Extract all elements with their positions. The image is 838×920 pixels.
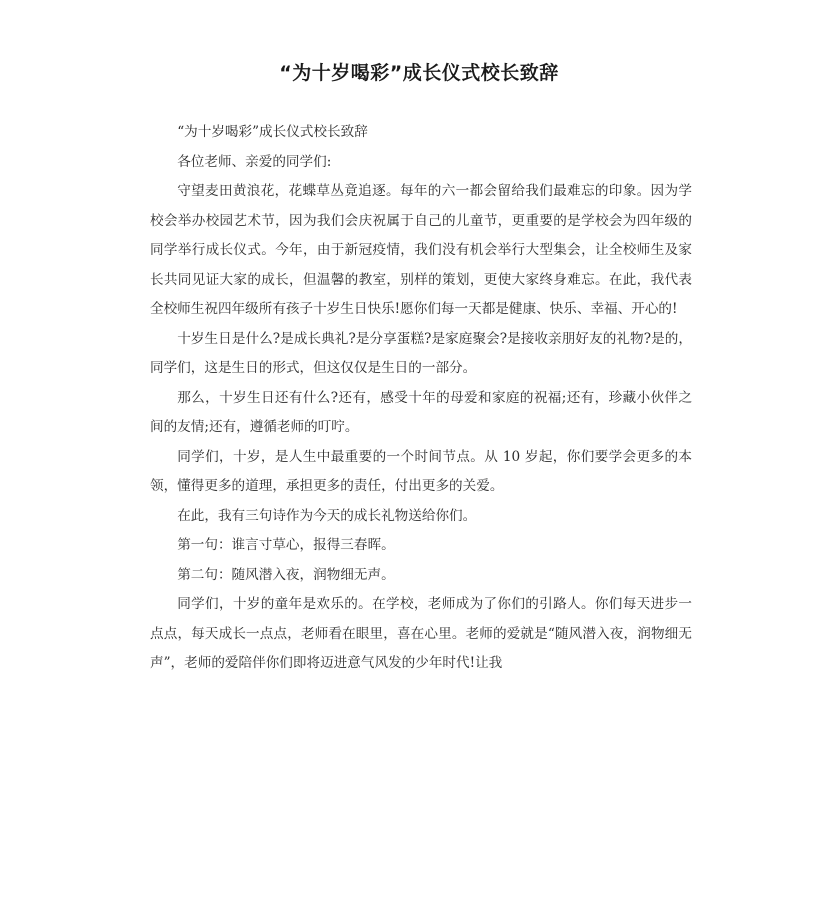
paragraph: 十岁生日是什么?是成长典礼?是分享蛋糕?是家庭聚会?是接收亲朋好友的礼物?是的，同学们，这是生日的形式，但这仅仅是生日的一部分。 (150, 330, 692, 376)
document-body (150, 118, 692, 679)
paragraph: 守望麦田黄浪花，花蝶草丛竟追逐。每年的六一都会留给我们最难忘的印象。因为学校会举办校园艺术节，因为我们会庆祝属于自己的儿童节，更重要的是学校会为四年级的同学举行成长仪式。今年，由于新冠疫情，我们没有机会举行大型集会，让全校师生及家长共同见证大家的成长，但温馨的教室，别样的策划，更使大家终身难忘。在此，我代表全校师生祝四年级所有孩子十岁生日快乐!愿你们每一天都是健康、快乐、幸福、开心的! (150, 183, 692, 317)
paragraph-salutation: 各位老师、亲爱的同学们: (177, 153, 332, 170)
document-title: “为十岁喝彩”成长仪式校长致辞 (279, 62, 559, 84)
paragraph: 在此，我有三句诗作为今天的成长礼物送给你们。 (177, 507, 477, 524)
paragraph-poem-line-1: 第一句：谁言寸草心，报得三春晖。 (177, 537, 395, 553)
paragraph: 同学们，十岁的童年是欢乐的。在学校，老师成为了你们的引路人。你们每天进步一点点，每天成长一点点，老师看在眼里，喜在心里。老师的爱就是“随风潜入夜，润物细无声”，老师的爱陪伴你们即将迈进意气风发的少年时代!让我 (150, 596, 692, 671)
paragraph: 同学们，十岁，是人生中最重要的一个时间节点。从 10 岁起，你们要学会更多的本领，懂得更多的道理，承担更多的责任，付出更多的关爱。 (150, 448, 692, 494)
paragraph: 那么，十岁生日还有什么?还有，感受十年的母爱和家庭的祝福;还有，珍藏小伙伴之间的友情;还有，遵循老师的叮咛。 (150, 389, 692, 435)
paragraph-heading-repeat: “为十岁喝彩”成长仪式校长致辞 (177, 124, 368, 140)
paragraph-poem-line-2: 第二句：随风潜入夜，润物细无声。 (177, 566, 395, 583)
